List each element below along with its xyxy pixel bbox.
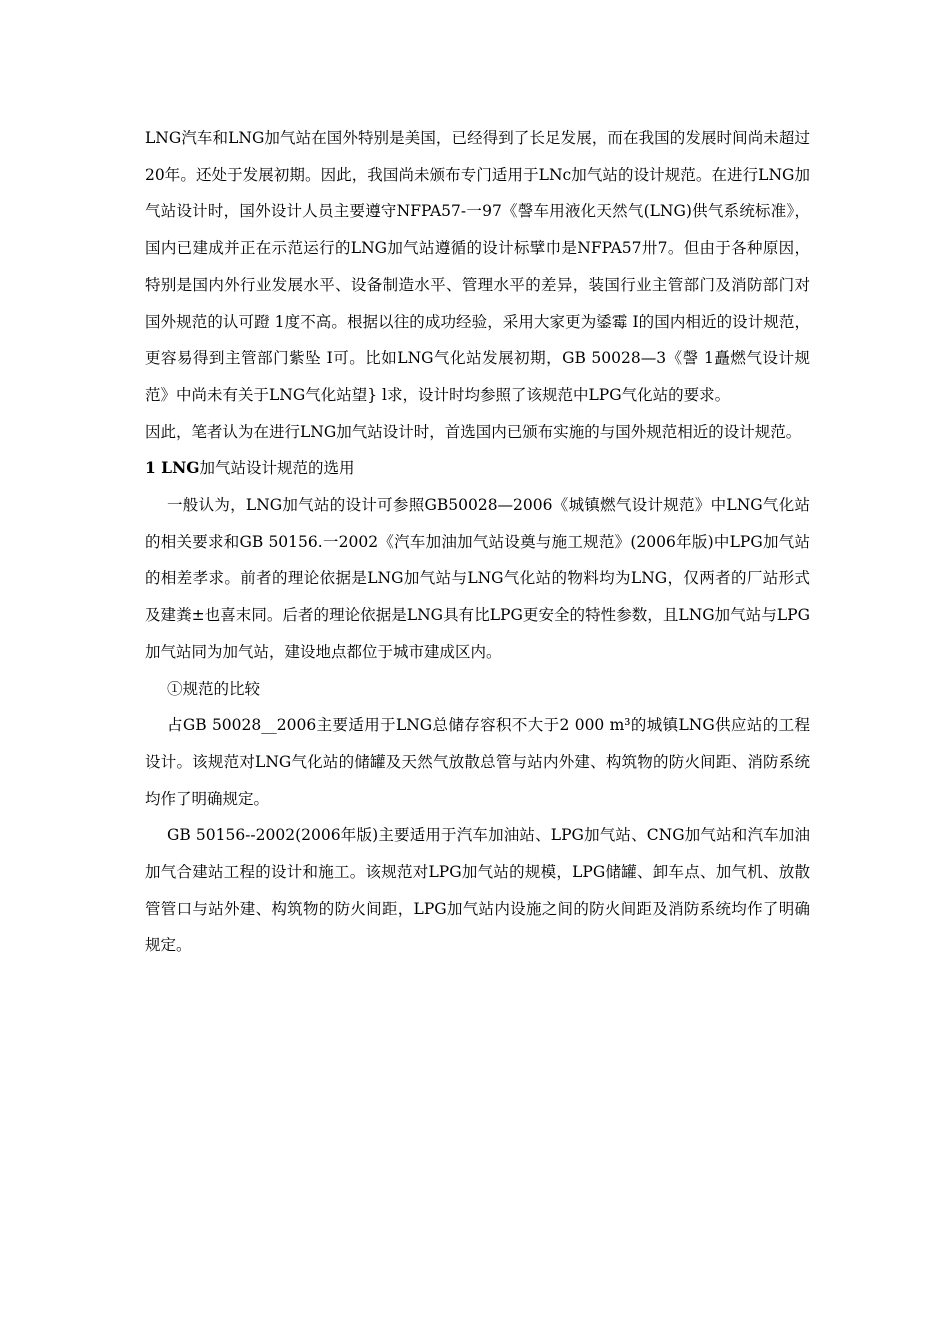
paragraph-general: 一般认为，LNG加气站的设计可参照GB50028—2006《城镇燃气设计规范》中LNG气化站的相关要求和GB 50156.一2002《汽车加油加气站设奠与施工规范》(2006年版)中LPG加气站的相差孝求。前者的理论依据是LNG加气站与LNG气化站的物料均为LNG，仅两者的厂站形式及建粪±也喜末同。后者的理论依据是LNG具有比LPG更安全的特性参数，且LNG加气站与LPG加气站同为加气站，建设地点都位于城市建成区内。 (145, 496, 810, 661)
section-heading-title: 加气站设计规范的选用 (199, 459, 355, 478)
section-heading (145, 450, 810, 487)
paragraph-intro: LNG汽车和LNG加气站在国外特别是美国，已经得到了长足发展，而在我国的发展时间尚未超过20年。还处于发展初期。因此，我国尚未颁布专门适用于LNc加气站的设计规范。在进行LNG加气站设计时，国外设计人员主要遵守NFPA57-一97《謦车用液化天然气(LNG)供气系统标准》，国内已建成并正在示范运行的LNG加气站遵循的设计标擘巾是NFPA57卅7。但由于各种原因，特别是国内外行业发展水平、设备制造水平、管理水平的差异，装国行业主管部门及消防部门对国外规范的认可蹬 1度不高。根据以往的成功经验，采用大家更为鋈霉 I的国内相近的设计规范，更容易得到主管部门紫坠 I可。比如LNG气化站发展初期，GB 50028—3《謦 1矗燃气设计规范》中尚未有关于LNG气化站望} l求，设计时均参照了该规范中LPG气化站的要求。 (145, 129, 810, 404)
section-heading-number: 1 LNG (145, 458, 200, 478)
paragraph-gb50028: 占GB 50028__2006主要适用于LNG总储存容积不大于2 000 m³的城镇LNG供应站的工程设计。该规范对LNG气化站的储罐及天然气放散总管与站内外建、构筑物的防火间距、消防系统均作了明确规定。 (145, 716, 810, 808)
paragraph-gb50156: GB 50156--2002(2006年版)主要适用于汽车加油站、LPG加气站、CNG加气站和汽车加油加气合建站工程的设计和施工。该规范对LPG加气站的规模，LPG储罐、卸车点、加气机、放散管管口与站外建、构筑物的防火间距，LPG加气站内设施之间的防火间距及消防系统均作了明确规定。 (145, 826, 810, 955)
sub-heading-comparison: ①规范的比较 (167, 679, 261, 698)
document-body (145, 120, 810, 964)
paragraph-conclusion: 因此，笔者认为在进行LNG加气站设计时，首选国内已颁布实施的与国外规范相近的设计规范。 (145, 422, 802, 441)
